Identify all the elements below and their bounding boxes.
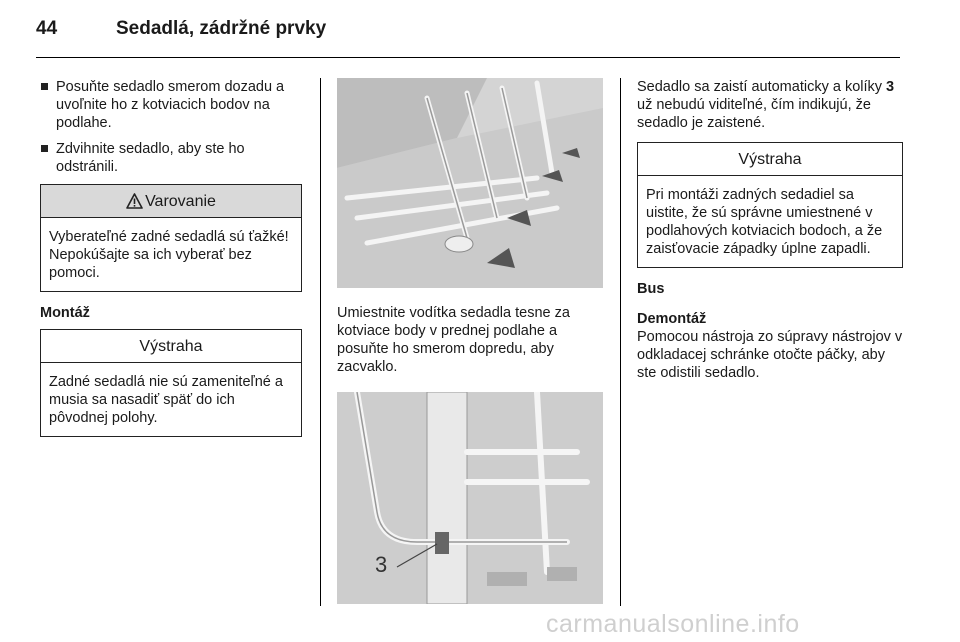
column-2 <box>337 78 603 604</box>
figure-caption: Umiestnite vodítka sedadla tesne za kotviace body v prednej podlahe a posuňte ho smerom dopredu, aby zacvaklo. <box>337 305 570 375</box>
bus-heading: Bus <box>637 281 665 297</box>
seat-rails-image <box>337 78 603 288</box>
column-1 <box>40 78 302 437</box>
column-3 <box>637 78 903 382</box>
caution-box-title: Výstraha <box>41 330 301 363</box>
chapter-title: Sedadlá, zádržné prvky <box>116 18 327 39</box>
warning-box <box>40 184 302 292</box>
callout-label-3: 3 <box>375 552 388 577</box>
caution-box-2-title: Výstraha <box>638 143 902 176</box>
header-rule <box>36 57 900 58</box>
bullet-icon <box>41 145 48 152</box>
seat-mounting-illustration <box>337 78 603 288</box>
caution-box <box>40 329 302 437</box>
warning-box-title: Varovanie <box>41 185 301 218</box>
bullet-icon <box>41 83 48 90</box>
locking-paragraph: Sedadlo sa zaistí automaticky a kolíky 3 už nebudú viditeľné, čím indikujú, že sedadlo je zaistené. <box>637 79 895 131</box>
warning-box-body: Vyberateľné zadné sedadlá sú ťažké! Nepokúšajte sa ich vyberať bez pomoci. <box>49 229 289 281</box>
column-divider-1 <box>320 78 321 606</box>
warning-triangle-icon <box>126 193 143 209</box>
page-header <box>36 18 900 58</box>
list-item: Zdvihnite sedadlo, aby ste ho odstránili. <box>40 140 302 176</box>
page-number: 44 <box>36 18 58 39</box>
caution-box-2 <box>637 142 903 268</box>
seat-pin-illustration <box>337 392 603 604</box>
caution-box-2-body: Pri montáži zadných sedadiel sa uistite, že sú správne umiestnené v podlahových kotviacich bodoch, a že zaisťovacie západky úplne zapadli. <box>646 187 883 257</box>
instruction-list <box>40 78 302 176</box>
caution-box-body: Zadné sedadlá nie sú zameniteľné a musia sa nasadiť späť do ich pôvodnej polohy. <box>49 374 283 426</box>
watermark: carmanualsonline.info <box>546 610 800 638</box>
column-divider-2 <box>620 78 621 606</box>
montaz-heading: Montáž <box>40 305 90 321</box>
demontaz-heading: Demontáž <box>637 311 707 327</box>
demontaz-paragraph: Pomocou nástroja zo súpravy nástrojov v odkladacej schránke otočte páčky, aby ste odistili sedadlo. <box>637 329 903 381</box>
list-item: Posuňte sedadlo smerom dozadu a uvoľnite ho z kotviacich bodov na podlahe. <box>40 78 302 132</box>
